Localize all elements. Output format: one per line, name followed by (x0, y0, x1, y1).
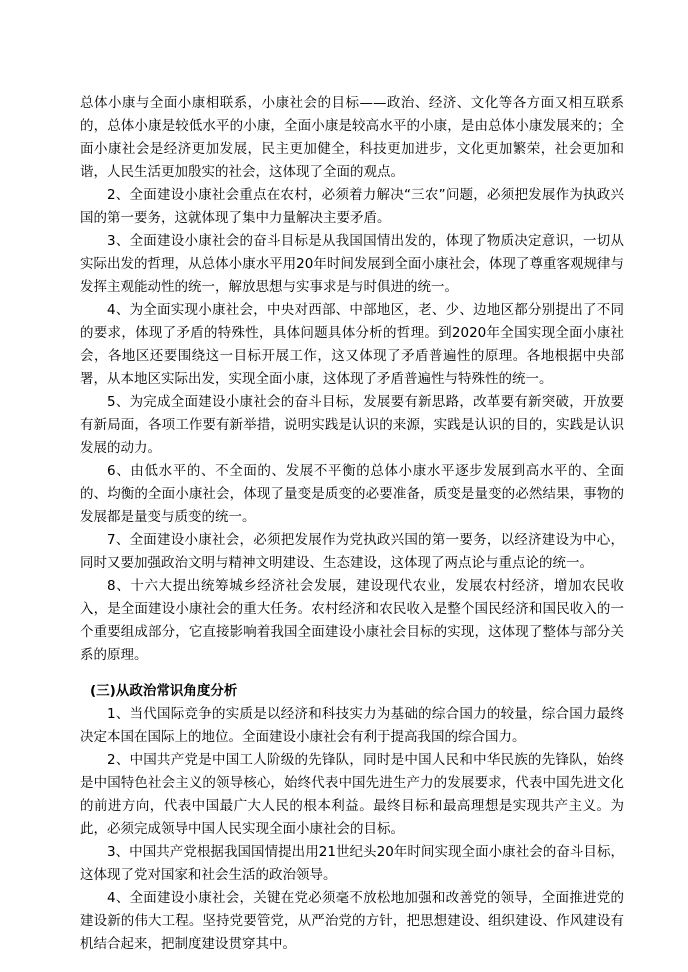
paragraph-3-national-conditions: 3、全面建设小康社会的奋斗目标是从我国国情出发的，体现了物质决定意识，一切从实际出发的哲理，从总体小康水平用20年时间发展到全面小康社会，体现了尊重客观规律与发挥主观能动性的统一，解放思想与实事求是与时俱进的统一。 (80, 233, 624, 295)
paragraph-political-2: 2、中国共产党是中国工人阶级的先锋队，同时是中国人民和中华民族的先锋队，始终是中国特色社会主义的领导核心，始终代表中国先进生产力的发展要求，代表中国先进文化的前进方向，代表中国最广大人民的根本利益。最终目标和最高理想是实现共产主义。为此，必须完成领导中国人民实现全面小康社会的目标。 (80, 752, 624, 837)
paragraph-political-1: 1、当代国际竞争的实质是以经济和科技实力为基础的综合国力的较量，综合国力最终决定本国在国际上的地位。全面建设小康社会有利于提高我国的综合国力。 (80, 706, 624, 745)
paragraph-overall-xiaokang: 总体小康与全面小康相联系，小康社会的目标——政治、经济、文化等各方面又相互联系的，总体小康是较低水平的小康，全面小康是较高水平的小康，是由总体小康发展来的；全面小康社会是经济更加发展，民主更加健全，科技更加进步，文化更加繁荣，社会更加和谐，人民生活更加殷实的社会，这体现了全面的观点。 (80, 95, 624, 180)
paragraph-4-regional-requirements: 4、为全面实现小康社会，中央对西部、中部地区，老、少、边地区都分别提出了不同的要求，体现了矛盾的特殊性，具体问题具体分析的哲理。到2020年全国实现全面小康社会，各地区还要围绕这一目标开展工作，这又体现了矛盾普遍性的原理。各地根据中央部署，从本地区实际出发，实现全面小康，这体现了矛盾普遍性与特殊性的统一。 (80, 302, 624, 387)
paragraph-2-rural-focus: 2、全面建设小康社会重点在农村，必须着力解决“三农”问题，必须把发展作为执政兴国的第一要务，这就体现了集中力量解决主要矛盾。 (80, 187, 624, 226)
paragraph-7-two-point-theory: 7、全面建设小康社会，必须把发展作为党执政兴国的第一要务，以经济建设为中心，同时又要加强政治文明与精神文明建设、生态建设，这体现了两点论与重点论的统一。 (80, 532, 624, 571)
paragraph-political-3: 3、中国共产党根据我国国情提出用21世纪头20年时间实现全面小康社会的奋斗目标，这体现了党对国家和社会生活的政治领导。 (80, 844, 624, 883)
paragraph-6-quantitative-qualitative: 6、由低水平的、不全面的、发展不平衡的总体小康水平逐步发展到高水平的、全面的、均衡的全面小康社会，体现了量变是质变的必要准备，质变是量变的必然结果，事物的发展都是量变与质变的统一。 (80, 463, 624, 525)
section-heading-political: (三)从政治常识角度分析 (90, 683, 238, 699)
paragraph-5-practice: 5、为完成全面建设小康社会的奋斗目标，发展要有新思路，改革要有新突破，开放要有新局面，各项工作要有新举措，说明实践是认识的来源，实践是认识的目的，实践是认识发展的动力。 (80, 394, 624, 456)
paragraph-political-4: 4、全面建设小康社会，关键在党必须毫不放松地加强和改善党的领导，全面推进党的建设新的伟大工程。坚持党要管党，从严治党的方针，把思想建设、组织建设、作风建设有机结合起来，把制度建设贯穿其中。 (80, 890, 624, 952)
paragraph-8-whole-and-part: 8、十六大提出统筹城乡经济社会发展，建设现代农业，发展农村经济，增加农民收入，是全面建设小康社会的重大任务。农村经济和农民收入是整个国民经济和国民收入的一个重要组成部分，它直接影响着我国全面建设小康社会目标的实现，这体现了整体与部分关系的原理。 (80, 578, 624, 663)
